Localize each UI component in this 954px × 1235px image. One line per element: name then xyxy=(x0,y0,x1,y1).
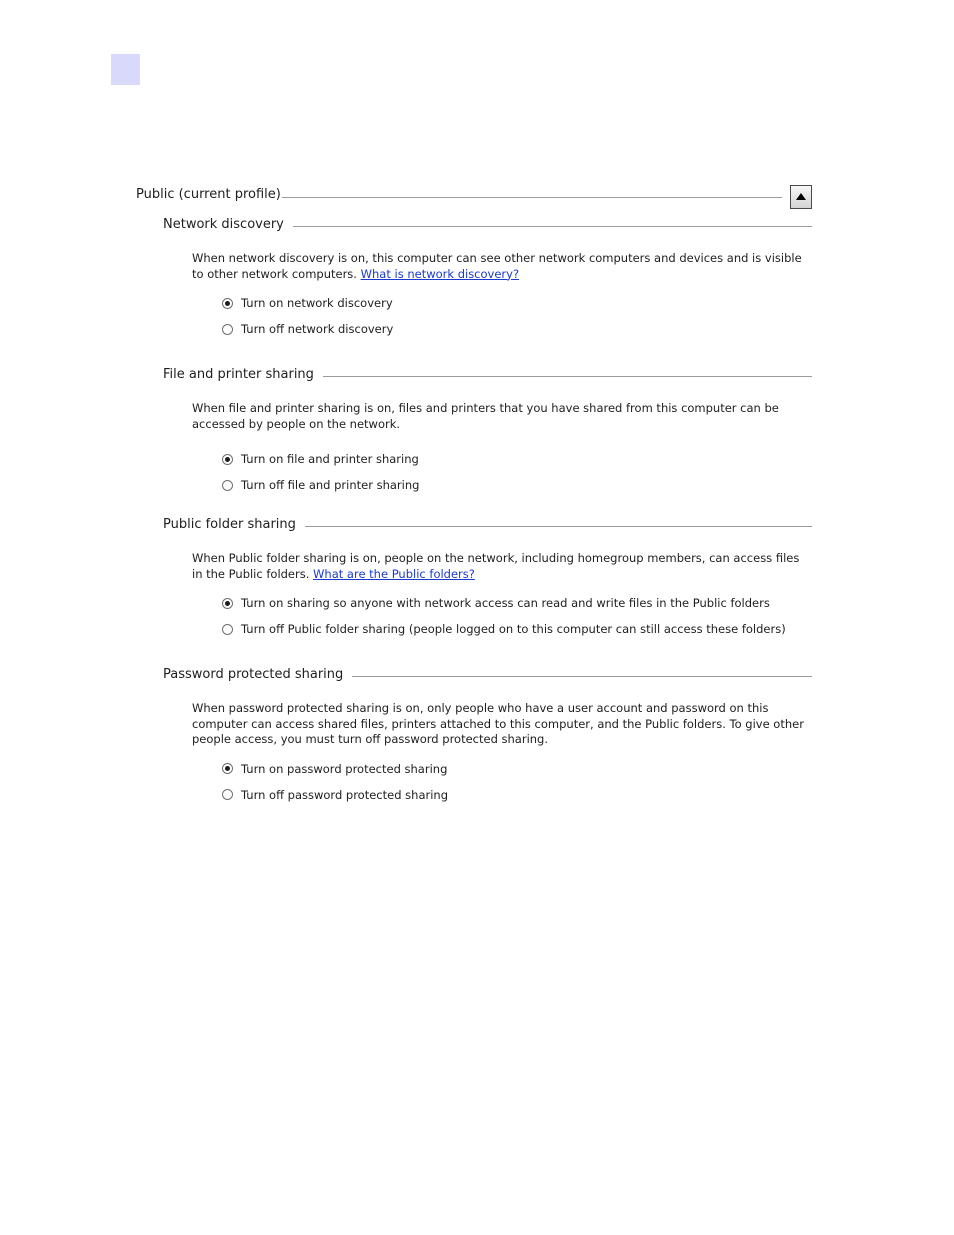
description-text: When Public folder sharing is on, people on the network, including homegroup members, can access files in the Public folders. xyxy=(192,551,800,581)
radio-unselected-icon xyxy=(222,324,233,335)
radio-label: Turn on password protected sharing xyxy=(241,761,448,776)
description-text: When network discovery is on, this computer can see other network computers and devices and is visible to other network computers. xyxy=(192,251,802,281)
section-header xyxy=(163,217,812,237)
radio-turn-on-public-folder-sharing[interactable] xyxy=(222,590,812,616)
section-title: Password protected sharing xyxy=(163,667,352,682)
network-discovery-help-link[interactable]: What is network discovery? xyxy=(360,266,520,281)
section-public-folder-sharing xyxy=(163,517,812,642)
corner-decoration xyxy=(111,54,140,85)
radio-selected-icon xyxy=(222,454,233,465)
radio-label: Turn on network discovery xyxy=(241,296,393,310)
collapse-profile-button[interactable] xyxy=(790,185,812,209)
section-header xyxy=(163,667,812,687)
radio-label: Turn on sharing so anyone with network access can read and write files in the Public folders xyxy=(241,596,770,610)
radio-turn-on-file-printer-sharing[interactable] xyxy=(222,446,812,472)
radio-label: Turn off file and printer sharing xyxy=(241,478,420,492)
section-password-protected-sharing xyxy=(163,667,812,808)
radio-selected-icon xyxy=(222,763,233,774)
section-description xyxy=(192,251,804,282)
section-title: File and printer sharing xyxy=(163,367,323,382)
radio-turn-off-public-folder-sharing[interactable] xyxy=(222,616,812,642)
profile-header xyxy=(136,185,812,211)
radio-selected-icon xyxy=(222,598,233,609)
radio-group-network-discovery xyxy=(222,290,812,342)
public-folders-help-link[interactable]: What are the Public folders? xyxy=(313,566,475,581)
section-file-printer-sharing xyxy=(163,367,812,498)
radio-turn-off-network-discovery[interactable] xyxy=(222,316,812,342)
section-description xyxy=(192,701,804,748)
section-header xyxy=(163,367,812,387)
radio-turn-off-password-protected-sharing[interactable] xyxy=(222,782,812,808)
radio-group-public-folder-sharing xyxy=(222,590,812,642)
description-text: When password protected sharing is on, only people who have a user account and password on this computer can access shared files, printers attached to this computer, and the Public folders. To give other people access, you must turn off password protected sharing. xyxy=(192,701,804,746)
radio-label: Turn off network discovery xyxy=(241,322,394,336)
profile-divider xyxy=(282,197,782,198)
profile-title: Public (current profile) xyxy=(136,187,289,202)
section-description xyxy=(192,401,804,432)
section-description xyxy=(192,551,804,582)
radio-label: Turn off password protected sharing xyxy=(241,787,448,802)
chevron-up-icon xyxy=(796,193,806,200)
radio-label: Turn on file and printer sharing xyxy=(241,452,419,466)
radio-unselected-icon xyxy=(222,624,233,635)
radio-group-password-protected-sharing xyxy=(222,756,812,808)
radio-turn-on-network-discovery[interactable] xyxy=(222,290,812,316)
section-header xyxy=(163,517,812,537)
section-network-discovery xyxy=(163,217,812,342)
radio-turn-off-file-printer-sharing[interactable] xyxy=(222,472,812,498)
radio-unselected-icon xyxy=(222,789,233,800)
radio-label: Turn off Public folder sharing (people logged on to this computer can still access these folders) xyxy=(241,622,786,636)
section-title: Network discovery xyxy=(163,217,293,232)
radio-unselected-icon xyxy=(222,480,233,491)
radio-turn-on-password-protected-sharing[interactable] xyxy=(222,756,812,782)
section-title: Public folder sharing xyxy=(163,517,305,532)
description-text: When file and printer sharing is on, files and printers that you have shared from this computer can be accessed by people on the network. xyxy=(192,401,779,431)
radio-group-file-printer-sharing xyxy=(222,446,812,498)
radio-selected-icon xyxy=(222,298,233,309)
